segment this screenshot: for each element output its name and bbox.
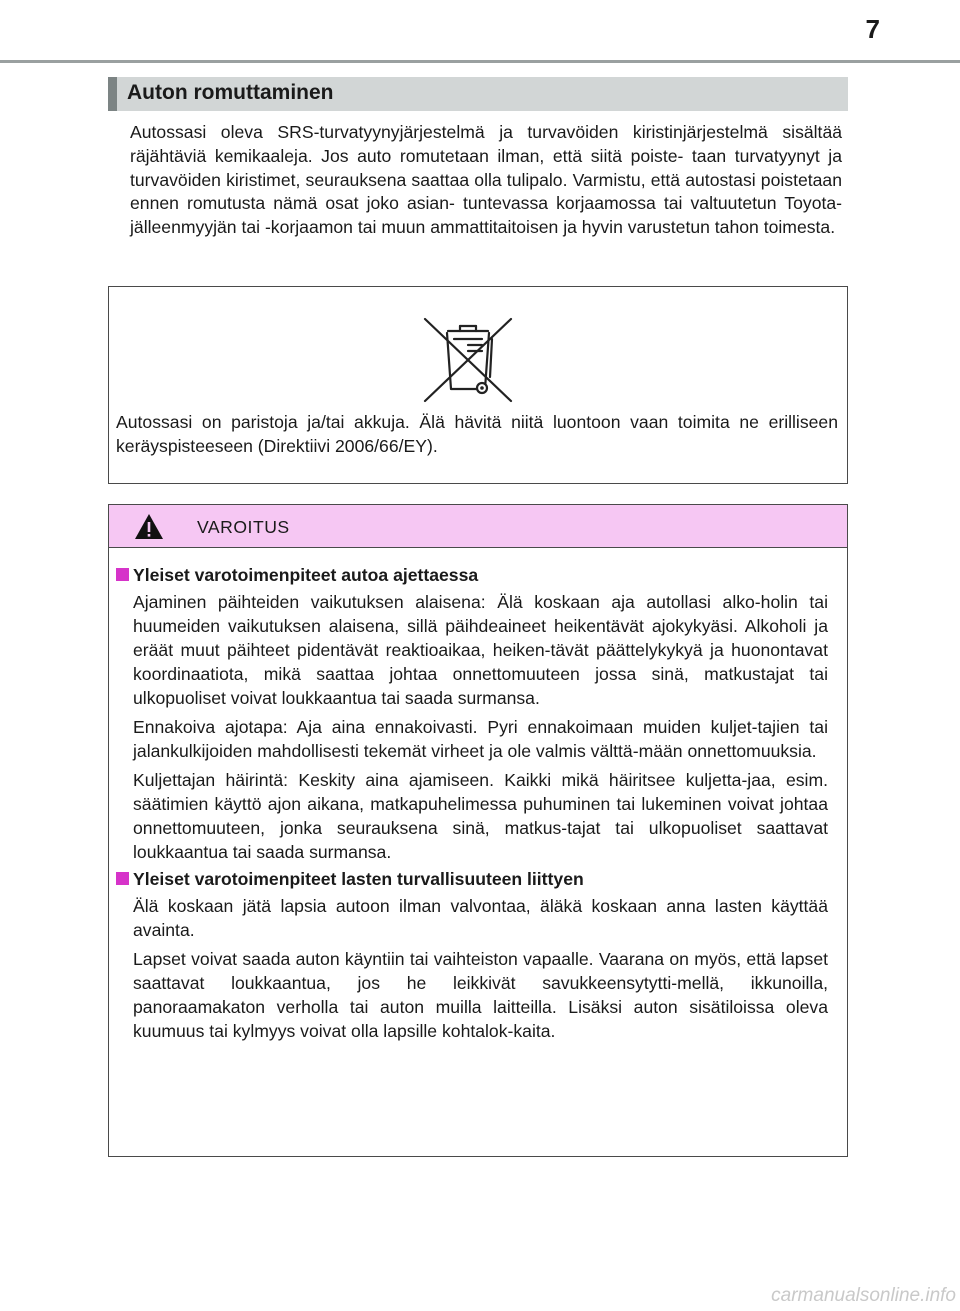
warning-title: VAROITUS (197, 517, 290, 537)
warning-paragraph: Kuljettajan häirintä: Keskity aina ajamiseen. Kaikki mikä häiritsee kuljetta-jaa, esim. säätimien käyttö ajon aikana, matkapuhelimessa puhuminen tai lukeminen voivat johtaa onnettomuuteen, jonka seurauksena sinä, matkus-tajat tai ulkopuoliset saattavat loukkaantua tai saada surmansa. (133, 770, 828, 862)
warning-body (109, 549, 847, 1043)
section-header-bar (108, 77, 117, 111)
crossed-out-wheelie-bin-icon (420, 317, 516, 403)
intro-paragraph (130, 121, 842, 240)
intro-line: Autossasi oleva SRS-turvatyynyjärjestelmä ja turvavöiden kiristinjärjestelmä (130, 122, 768, 142)
warning-paragraph: Ennakoiva ajotapa: Aja aina ennakoivasti. Pyri ennakoimaan muiden kuljet-tajien tai jalankulkijoiden mahdollisesti tekemät virheet ja ole valmis välttä-mään onnettomuuksia. (133, 717, 828, 761)
intro-line: sisältää räjähtäviä kemikaaleja. Jos auto romutetaan ilman, että siitä poiste- (130, 122, 843, 166)
header-rule (0, 60, 960, 63)
subheading-text: Yleiset varotoimenpiteet lasten turvallisuuteen liittyen (133, 869, 584, 889)
intro-line: tai muun ammattitaitoisen ja hyvin varustetun tahon toimesta. (357, 217, 836, 238)
subheading-text: Yleiset varotoimenpiteet autoa ajettaessa (133, 565, 479, 585)
section-header (108, 77, 848, 111)
page-number: 7 (865, 14, 880, 44)
notice-text: Autossasi on paristoja ja/tai akkuja. Älä hävitä niitä luontoon vaan toimita ne erilliseen keräyspisteeseen (Direktiivi 2006/66/EY). (116, 412, 838, 456)
warning-triangle-icon (134, 513, 164, 540)
warning-paragraph: Lapset voivat saada auton käyntiin tai vaihteiston vapaalle. Vaarana on myös, että lapset saattavat loukkaantua, jos he leikkivät savukkeensytytti-mellä, ikkunoilla, panoraamakaton verholla tai auton muilla laitteilla. Lisäksi auton sisätiloissa oleva kuumuus tai kylmyys voivat olla lapsille kohtalok-kaita. (133, 949, 828, 1041)
section-title: Auton romuttaminen (127, 81, 334, 104)
square-bullet-icon (116, 872, 129, 885)
intro-line: tuntevassa korjaamossa tai valtuutetun Toyota-jälleenmyyjän tai -korjaamon (130, 193, 843, 238)
watermark: carmanualsonline.info (771, 1285, 956, 1306)
warning-subheading (109, 563, 847, 587)
warning-paragraph: Ajaminen päihteiden vaikutuksen alaisena: Älä koskaan aja autollasi alko-holin tai huumeiden vaikutuksen alaisena, sillä päihdeaineet heikentävät ajokykyäsi. Alkoholi ja eräät muut päihteet pidentävät reaktioaikaa, heiken-tävät päättelykykyä ja huonontavat koordinaatiota, mikä saattaa johtaa onnettomuuteen jossa sinä, matkustajat tai ulkopuoliset voivat loukkaantua tai saada surmansa. (133, 592, 828, 708)
warning-paragraph: Älä koskaan jätä lapsia autoon ilman valvontaa, äläkä koskaan anna lasten käyttää avainta. (133, 896, 828, 940)
square-bullet-icon (116, 568, 129, 581)
warning-box (108, 504, 848, 1157)
warning-subheading (109, 867, 847, 891)
intro-line: Varmistu, että autostasi poistetaan ennen romutusta nämä osat joko asian- (130, 169, 842, 214)
intro-line: taan turvatyynyt ja turvavöiden kiristimet, seurauksena saattaa olla tulipalo. (130, 145, 843, 190)
battery-disposal-notice (108, 286, 848, 484)
warning-header (109, 505, 847, 548)
